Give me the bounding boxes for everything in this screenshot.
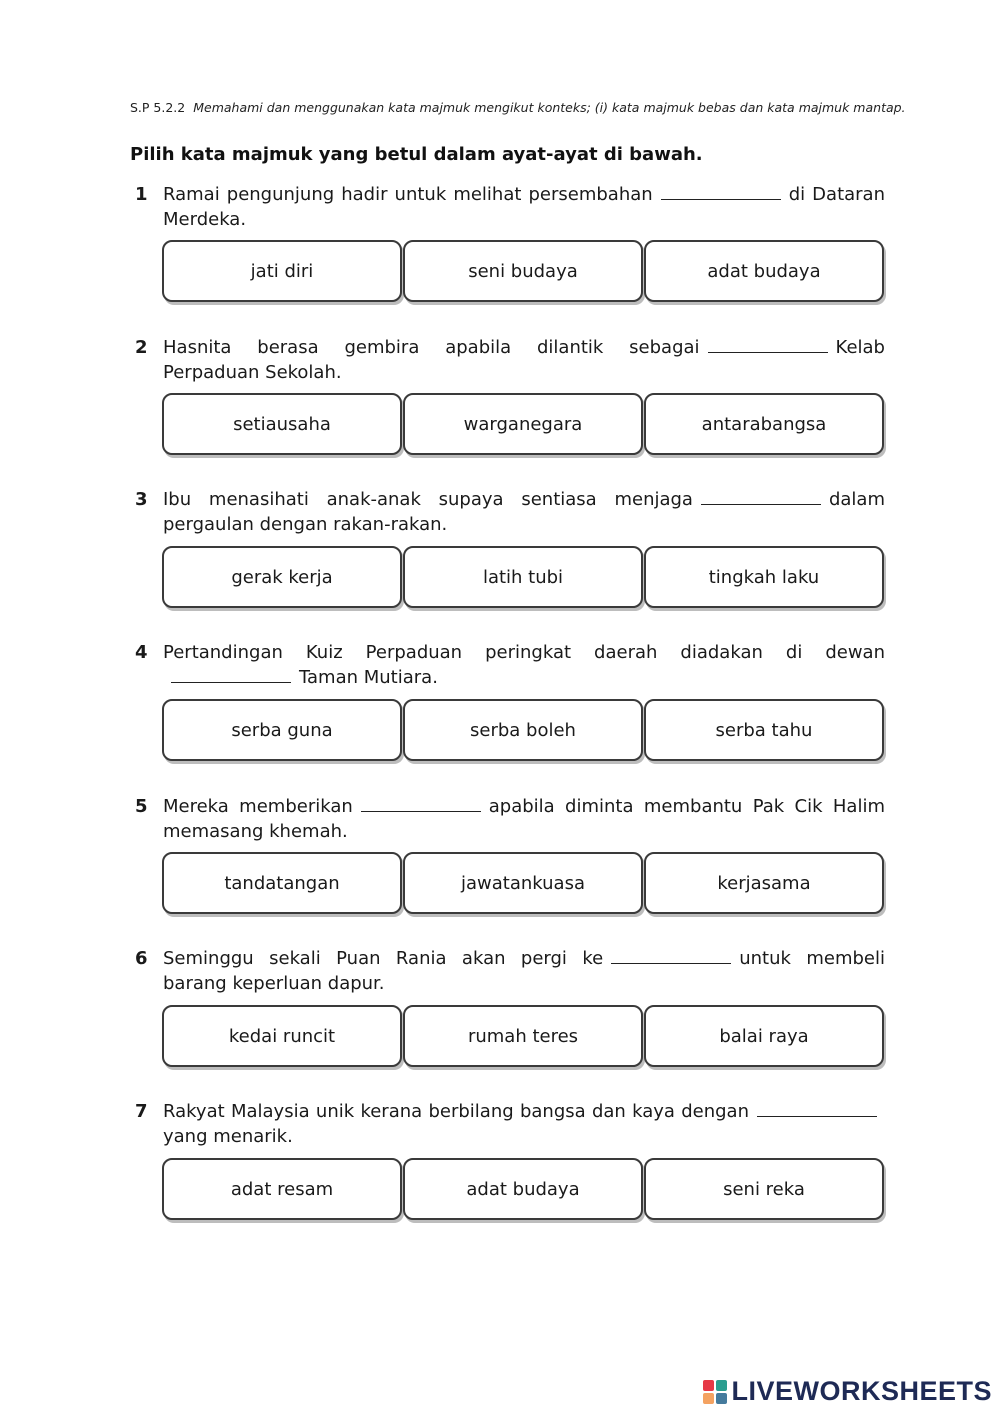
- answer-blank[interactable]: [611, 951, 731, 964]
- header-line: [130, 100, 906, 115]
- option-button[interactable]: seni reka: [644, 1158, 884, 1220]
- question-text-after: Taman Mutiara.: [299, 667, 438, 688]
- question-text-after: dalam pergaulan dengan rakan-rakan.: [163, 489, 885, 535]
- question-number: 4: [135, 642, 148, 663]
- instruction-text: Pilih kata majmuk yang betul dalam ayat-ayat di bawah.: [130, 144, 703, 165]
- answer-blank[interactable]: [708, 340, 828, 353]
- option-button[interactable]: adat budaya: [403, 1158, 643, 1220]
- option-button[interactable]: jawatankuasa: [403, 852, 643, 914]
- option-button[interactable]: warganegara: [403, 393, 643, 455]
- option-button[interactable]: antarabangsa: [644, 393, 884, 455]
- option-button[interactable]: latih tubi: [403, 546, 643, 608]
- option-button[interactable]: rumah teres: [403, 1005, 643, 1067]
- logo-text: LIVEWORKSHEETS: [731, 1376, 992, 1406]
- answer-blank[interactable]: [757, 1104, 877, 1117]
- answer-blank[interactable]: [701, 492, 821, 505]
- option-button[interactable]: tingkah laku: [644, 546, 884, 608]
- option-button[interactable]: serba boleh: [403, 699, 643, 761]
- question-number: 3: [135, 489, 148, 510]
- question-number: 7: [135, 1101, 148, 1122]
- options-question-7: [162, 1158, 884, 1220]
- question-number: 2: [135, 337, 148, 358]
- answer-blank[interactable]: [171, 670, 291, 683]
- question-text-before: Ramai pengunjung hadir untuk melihat persembahan: [163, 184, 653, 205]
- option-button[interactable]: seni budaya: [403, 240, 643, 302]
- question-text-before: Pertandingan Kuiz Perpaduan peringkat daerah diadakan di dewan: [163, 642, 885, 663]
- option-button[interactable]: gerak kerja: [162, 546, 402, 608]
- answer-blank[interactable]: [661, 187, 781, 200]
- liveworksheets-logo: [703, 1376, 992, 1407]
- answer-blank[interactable]: [361, 799, 481, 812]
- options-question-1: [162, 240, 884, 302]
- option-button[interactable]: adat resam: [162, 1158, 402, 1220]
- question-text-after: di Dataran Merdeka.: [163, 184, 885, 230]
- option-button[interactable]: setiausaha: [162, 393, 402, 455]
- options-question-5: [162, 852, 884, 914]
- question-number: 5: [135, 796, 148, 817]
- question-6: [135, 946, 885, 996]
- question-number: 6: [135, 948, 148, 969]
- standard-description: Memahami dan menggunakan kata majmuk mengikut konteks; (i) kata majmuk bebas dan kata majmuk mantap.: [193, 100, 906, 115]
- question-3: [135, 487, 885, 537]
- question-text-before: Mereka memberikan: [163, 796, 353, 817]
- options-question-4: [162, 699, 884, 761]
- option-button[interactable]: tandatangan: [162, 852, 402, 914]
- option-button[interactable]: jati diri: [162, 240, 402, 302]
- question-1: [135, 182, 885, 232]
- option-button[interactable]: kerjasama: [644, 852, 884, 914]
- question-text-before: Rakyat Malaysia unik kerana berbilang bangsa dan kaya dengan: [163, 1101, 749, 1122]
- question-text-before: Seminggu sekali Puan Rania akan pergi ke: [163, 948, 604, 969]
- question-text-after: Kelab Perpaduan Sekolah.: [163, 337, 885, 383]
- option-button[interactable]: serba guna: [162, 699, 402, 761]
- question-4: [135, 640, 885, 690]
- option-button[interactable]: kedai runcit: [162, 1005, 402, 1067]
- question-number: 1: [135, 184, 148, 205]
- question-2: [135, 335, 885, 385]
- question-text-after: yang menarik.: [163, 1126, 293, 1147]
- question-text-after: apabila diminta membantu Pak Cik Halim memasang khemah.: [163, 796, 885, 842]
- option-button[interactable]: balai raya: [644, 1005, 884, 1067]
- question-text-after: untuk membeli barang keperluan dapur.: [163, 948, 885, 994]
- options-question-6: [162, 1005, 884, 1067]
- options-question-2: [162, 393, 884, 455]
- logo-icon: [703, 1380, 727, 1404]
- options-question-3: [162, 546, 884, 608]
- question-7: [135, 1099, 885, 1149]
- option-button[interactable]: serba tahu: [644, 699, 884, 761]
- standard-code: S.P 5.2.2: [130, 100, 186, 115]
- question-5: [135, 794, 885, 844]
- question-text-before: Ibu menasihati anak-anak supaya sentiasa menjaga: [163, 489, 693, 510]
- question-text-before: Hasnita berasa gembira apabila dilantik sebagai: [163, 337, 700, 358]
- option-button[interactable]: adat budaya: [644, 240, 884, 302]
